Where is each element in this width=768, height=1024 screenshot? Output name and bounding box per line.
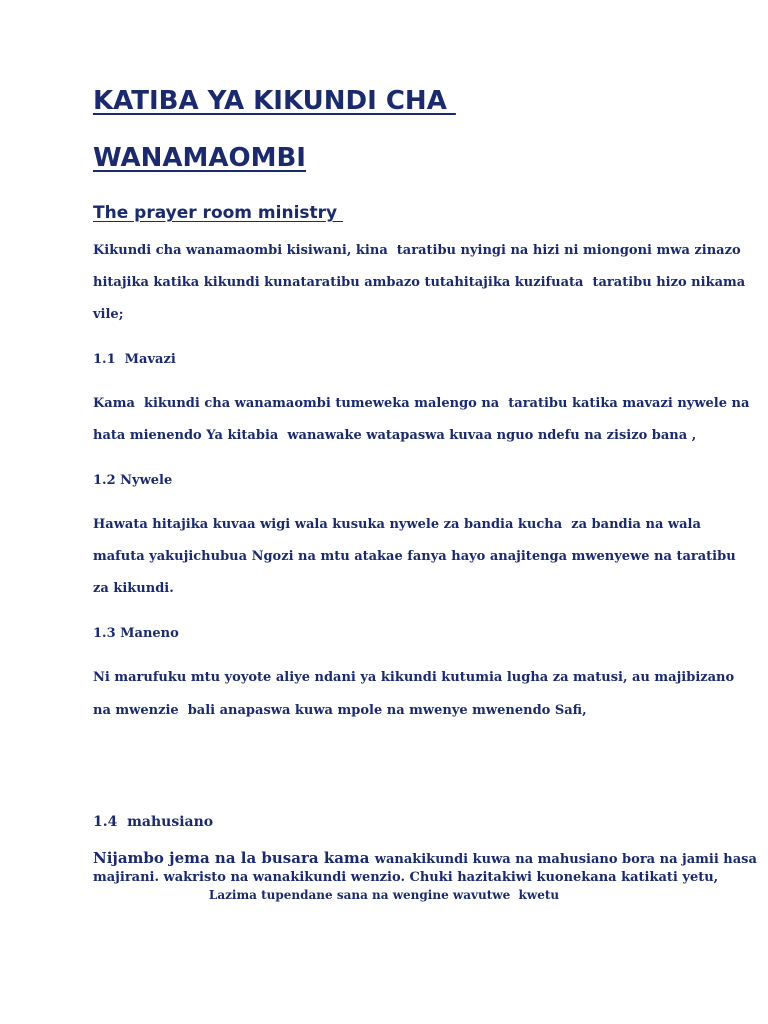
mahusiano-line-2: majirani. wakristo na wanakikundi wenzio. Chuki hazitakiwi kuonekana katikati yetu, (93, 870, 719, 885)
mahusiano-lead: Nijambo jema na la busara kama (93, 849, 375, 867)
section-body-line: Ni marufuku mtu yoyote aliye ndani ya kikundi kutumia lugha za matusi, au majibizano (93, 670, 735, 685)
section-heading-nywele: 1.2 Nywele (93, 473, 173, 488)
section-heading-mahusiano: 1.4 mahusiano (93, 814, 214, 830)
document-title-line-1: KATIBA YA KIKUNDI CHA (93, 86, 456, 116)
section-body-line: mafuta yakujichubua Ngozi na mtu atakae fanya hayo anajitenga mwenyewe na taratibu (93, 549, 736, 564)
intro-line: vile; (93, 307, 124, 322)
section-heading-maneno: 1.3 Maneno (93, 626, 179, 641)
section-body-line: Hawata hitajika kuvaa wigi wala kusuka nywele za bandia kucha za bandia na wala (93, 517, 701, 532)
intro-line: Kikundi cha wanamaombi kisiwani, kina taratibu nyingi na hizi ni miongoni mwa zinazo (93, 243, 741, 258)
section-heading-mavazi: 1.1 Mavazi (93, 352, 176, 367)
document-title-line-2: WANAMAOMBI (93, 143, 306, 173)
section-body-line: za kikundi. (93, 581, 174, 596)
mahusiano-line-1-rest: wanakikundi kuwa na mahusiano bora na jamii hasa (374, 852, 757, 867)
document-subtitle: The prayer room ministry (93, 203, 344, 223)
section-body-line: hata mienendo Ya kitabia wanawake watapaswa kuvaa nguo ndefu na zisizo bana , (93, 428, 697, 443)
section-body-line: Kama kikundi cha wanamaombi tumeweka malengo na taratibu katika mavazi nywele na (93, 396, 750, 411)
intro-line: hitajika katika kikundi kunataratibu ambazo tutahitajika kuzifuata taratibu hizo nikama (93, 275, 746, 290)
section-body-line: na mwenzie bali anapaswa kuwa mpole na mwenye mwenendo Safi, (93, 703, 587, 718)
mahusiano-line-3: Lazima tupendane sana na wengine wavutwe kwetu (208, 888, 560, 902)
mahusiano-line-1 (93, 848, 757, 867)
